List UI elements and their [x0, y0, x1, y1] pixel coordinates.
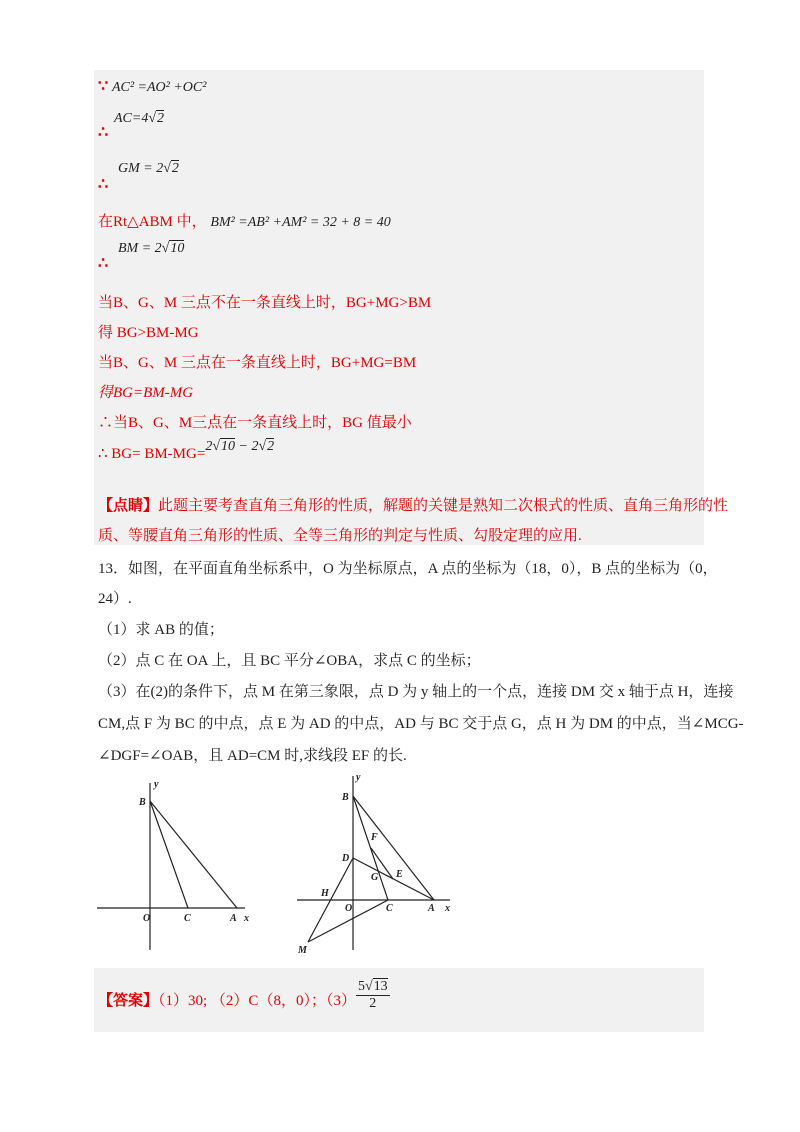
- comment-line-2: 质、等腰直角三角形的性质、全等三角形的判定与性质、勾股定理的应用.: [98, 528, 582, 544]
- fig2-label-a: A: [428, 903, 435, 914]
- question-3-line-3: ∠DGF=∠OAB，且 AD=CM 时,求线段 EF 的长.: [98, 748, 407, 764]
- solution-line-1: ∵ AC² =AO² +OC²: [98, 78, 207, 95]
- solution-line-10: ∴当B、G、M三点在一条直线上时，BG 值最小: [98, 415, 412, 431]
- fig1-label-a: A: [230, 913, 237, 924]
- solution-line-4: 在Rt△ABM 中， BM² =AB² +AM² = 32 + 8 = 40: [98, 214, 391, 230]
- solution-line-9: 得BG=BM-MG: [98, 385, 194, 401]
- fig2-label-b: B: [342, 792, 349, 803]
- fig2-label-d: D: [342, 853, 350, 864]
- fig2-segment-bc: [353, 796, 388, 900]
- fig1-segment-bc: [150, 801, 188, 908]
- question-2: （2）点 C 在 OA 上，且 BC 平分∠OBA，求点 C 的坐标；: [98, 653, 481, 669]
- therefore-symbol-5: ∴: [98, 255, 109, 272]
- fig2-label-f: F: [371, 832, 378, 843]
- problem-line-2: 24）.: [98, 591, 132, 607]
- solution-line-6: 当B、G、M 三点不在一条直线上时，BG+MG>BM: [98, 295, 432, 311]
- solution-line-5: BM = 2√10: [118, 241, 185, 256]
- problem-line-1: 13．如图，在平面直角坐标系中，O 为坐标原点，A 点的坐标为（18，0），B 点的坐标为（0，: [98, 561, 718, 577]
- fig1-label-y: y: [154, 779, 159, 790]
- answer-line: 【答案】（1）30; （2）C（8，0）；（3） $\frac{5√13}{2}$: [98, 979, 388, 1011]
- fig2-label-y: y: [356, 772, 361, 783]
- fig1-segment-ba: [150, 801, 237, 908]
- figure-1: [95, 775, 265, 955]
- solution-line-7: 得 BG>BM-MG: [98, 325, 199, 341]
- question-3-line-1: （3）在(2)的条件下，点 M 在第三象限，点 D 为 y 轴上的一个点，连接 DM 交 x 轴于点 H，连接: [98, 684, 734, 700]
- therefore-symbol-2: ∴: [98, 124, 109, 141]
- fig2-segment-ba: [353, 796, 434, 900]
- question-1: （1）求 AB 的值；: [98, 622, 224, 638]
- solution-line-11: ∴ BG= BM-MG=2√10 − 2√2: [98, 439, 275, 462]
- fig2-label-m: M: [298, 945, 307, 956]
- comment-line-1: 【点睛】此题主要考查直角三角形的性质，解题的关键是熟知二次根式的性质、直角三角形的性: [98, 498, 729, 514]
- answer-fraction: $\frac{5√13}{2}$: [357, 979, 388, 1011]
- fig1-label-o: O: [143, 913, 151, 924]
- fig1-label-b: B: [139, 797, 146, 808]
- question-3-line-2: CM,点 F 为 BC 的中点，点 E 为 AD 的中点，AD 与 BC 交于点 G，点 H 为 DM 的中点，当∠MCG-: [98, 716, 744, 732]
- therefore-symbol-3: ∴: [98, 176, 109, 193]
- fig2-label-h: H: [321, 888, 329, 899]
- solution-line-3: GM = 2√2: [118, 161, 179, 176]
- figure-2: [295, 770, 470, 960]
- fig2-segment-da: [353, 858, 434, 900]
- fig2-label-e: E: [396, 869, 403, 880]
- fig2-label-g: G: [371, 872, 379, 883]
- fig1-label-x: x: [244, 913, 249, 924]
- fig1-label-c: C: [184, 913, 191, 924]
- solution-line-8: 当B、G、M 三点在一条直线上时，BG+MG=BM: [98, 355, 417, 371]
- fig2-label-o: O: [345, 903, 353, 914]
- fig2-label-x: x: [445, 903, 450, 914]
- fig2-label-c: C: [386, 903, 393, 914]
- solution-line-2: AC=4√2: [114, 111, 165, 126]
- equation-ac-squared: AC² =AO² +OC²: [111, 80, 207, 95]
